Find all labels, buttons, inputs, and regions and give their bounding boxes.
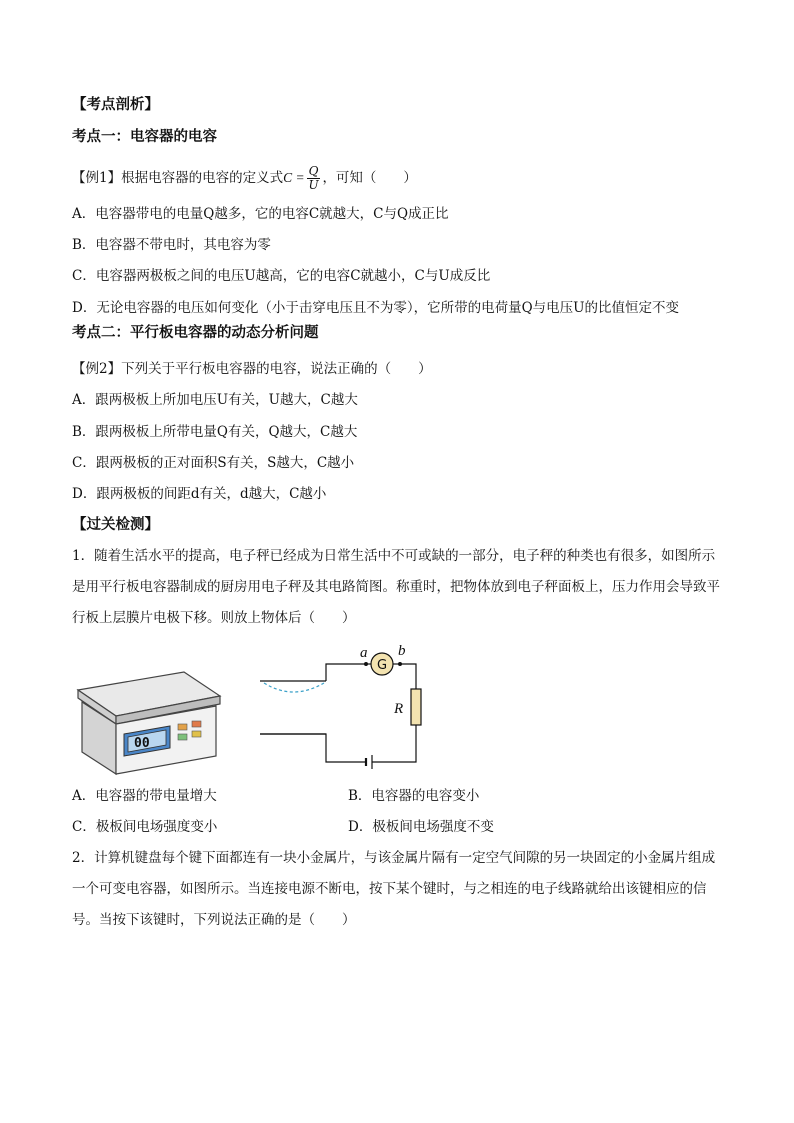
resistor-icon [411, 689, 421, 725]
question-1-option-c: C．极板间电场强度变小 [72, 819, 218, 835]
question-1-option-a: A．电容器的带电量增大 [72, 788, 217, 804]
question-1-stem: 1．随着生活水平的提高，电子秤已经成为日常生活中不可或缺的一部分，电子秤的种类也有很多，如图所示是用平行板电容器制成的厨房用电子秤及其电路简图。称重时，把物体放到电子秤面板上，压力作用会导致平行板上层膜片电极下移。则放上物体后（ ） [72, 548, 720, 626]
formula-denominator: U [308, 178, 319, 192]
example-2-option-c: C．跟两极板的正对面积S有关，S越大，C越小 [72, 455, 355, 471]
example-1-lead: 【例1】根据电容器的电容的定义式 [72, 170, 284, 186]
formula-fraction [307, 165, 321, 192]
label-b: b [398, 643, 406, 659]
label-r: R [394, 701, 404, 717]
example-2-option-d: D．跟两极板的间距d有关，d越大，C越小 [72, 486, 327, 502]
question-2-stem: 2．计算机键盘每个键下面都连有一块小金属片，与该金属片隔有一定空气间隙的另一块固定的小金属片组成一个可变电容器，如图所示。当连接电源不断电，按下某个键时，与之相连的电子线路就给出该键相应的信号。当按下该键时，下列说法正确的是（ ） [72, 850, 716, 928]
formula-lhs: C = [283, 170, 305, 185]
example-1-option-d: D．无论电容器的电压如何变化（小于击穿电压且不为零），它所带的电荷量Q与电压U的比值恒定不变 [72, 300, 680, 316]
formula-numerator: Q [308, 164, 319, 178]
galvanometer-label: G [377, 658, 388, 673]
example-1-tail: ，可知（ ） [322, 170, 417, 186]
label-a: a [360, 645, 368, 661]
question-1-option-b: B．电容器的电容变小 [348, 788, 480, 804]
example-2-stem: 【例2】下列关于平行板电容器的电容，说法正确的（ ） [72, 361, 432, 377]
knowledge-point-1-title: 考点一：电容器的电容 [72, 128, 217, 145]
example-1-option-c: C．电容器两极板之间的电压U越高，它的电容C就越小，C与U成反比 [72, 268, 491, 284]
scale-button-red-icon [192, 721, 201, 727]
deflected-membrane [264, 683, 324, 692]
circuit-diagram [258, 641, 438, 776]
section-analysis-heading: 【考点剖析】 [72, 96, 159, 113]
scale-button-green-icon [178, 734, 187, 740]
question-1-option-d: D．极板间电场强度不变 [348, 819, 494, 835]
section-check-heading: 【过关检测】 [72, 516, 159, 533]
scale-display-reading: 00 [134, 736, 150, 751]
scale-button-orange-icon [178, 724, 187, 730]
scale-button-yellow-icon [192, 731, 201, 737]
example-2-option-a: A．跟两极板上所加电压U有关，U越大，C越大 [72, 392, 358, 408]
example-1-option-b: B．电容器不带电时，其电容为零 [72, 237, 271, 253]
example-2-option-b: B．跟两极板上所带电量Q有关，Q越大，C越大 [72, 424, 358, 440]
knowledge-point-2-title: 考点二：平行板电容器的动态分析问题 [72, 324, 319, 341]
example-1-option-a: A．电容器带电的电量Q越多，它的电容C就越大，C与Q成正比 [72, 206, 449, 222]
electronic-scale-image [72, 664, 222, 780]
example-1-stem [72, 164, 417, 192]
